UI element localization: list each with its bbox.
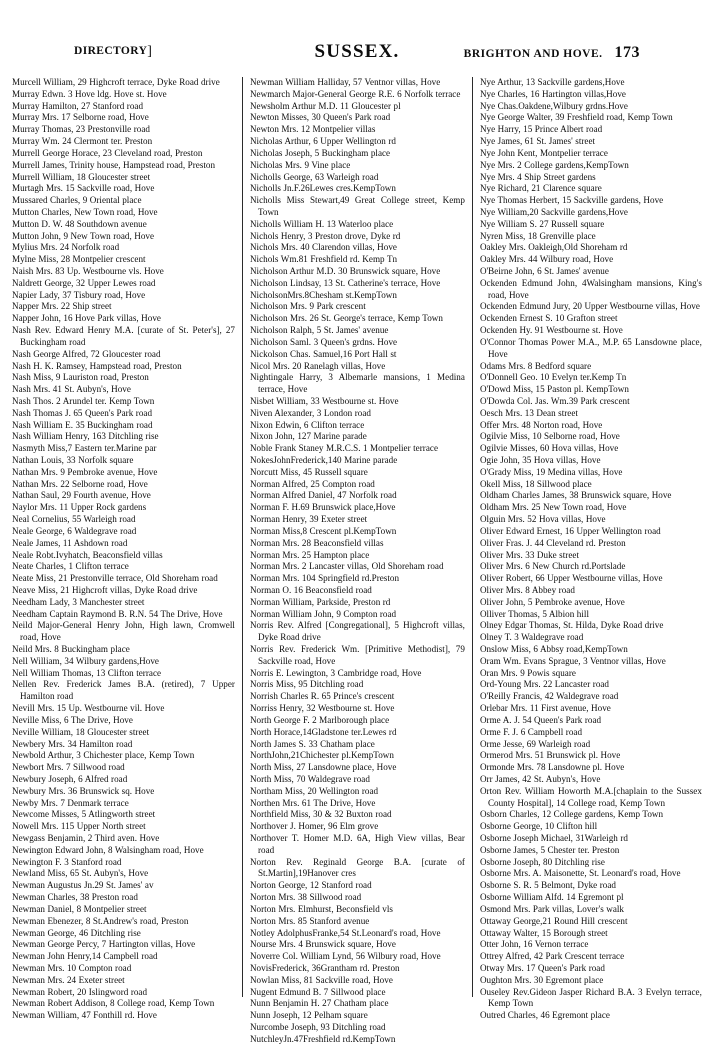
directory-entry: Odams Mrs. 8 Bedford square bbox=[479, 360, 592, 371]
directory-entry: Newcome Misses, 5 Atlingworth street bbox=[12, 809, 156, 820]
directory-entry: Norton George, 12 Stanford road bbox=[249, 880, 372, 891]
directory-entry: Oram Wm. Evans Sprague, 3 Ventnor villas, Hove bbox=[479, 655, 666, 666]
directory-entry: Nicholls Jn.F.26Lewes cres.KempTown bbox=[249, 183, 396, 194]
directory-entry: Nye Charles, 16 Hartington villas,Hove bbox=[479, 88, 626, 99]
directory-entry: Neal Cornelius, 55 Warleigh road bbox=[12, 514, 136, 525]
directory-entry: Nicholson Lindsay, 13 St. Catherine's terrace, Hove bbox=[249, 277, 441, 288]
directory-entry: Nixon John, 127 Marine parade bbox=[249, 431, 367, 442]
directory-entry: Nichols Mrs. 40 Clarendon villas, Hove bbox=[249, 242, 397, 253]
directory-entry: Norton Rev. Reginald George B.A. [curate of St.Martin],19Hanover cres bbox=[249, 856, 465, 879]
directory-entry: Nicholson Ralph, 5 St. James' avenue bbox=[249, 325, 389, 336]
directory-entry: Napper John, 16 Hove Park villas, Hove bbox=[12, 313, 161, 324]
directory-entry: Newington F. 3 Stanford road bbox=[12, 856, 122, 867]
directory-entry: Orme Jesse, 69 Warleigh road bbox=[479, 738, 591, 749]
directory-entry: Nicol Mrs. 20 Ranelagh villas, Hove bbox=[249, 360, 386, 371]
directory-entry: Newby Mrs. 7 Denmark terrace bbox=[12, 797, 129, 808]
directory-entry: Newman Ebenezer, 8 St.Andrew's road, Preston bbox=[12, 915, 189, 926]
running-head-title: SUSSEX. bbox=[314, 41, 400, 62]
directory-entry: Naish Mrs. 83 Up. Westbourne vls. Hove bbox=[12, 266, 164, 276]
directory-entry: Napper Mrs. 22 Ship street bbox=[12, 301, 112, 312]
running-head-bracket: ] bbox=[147, 44, 153, 59]
directory-entry: Oliver Mrs. 6 New Church rd.Portslade bbox=[479, 561, 626, 572]
directory-entry: Olliver Thomas, 5 Albion hill bbox=[479, 608, 590, 619]
directory-entry: Newman George, 46 Ditchling rise bbox=[12, 927, 141, 938]
running-head-right-label: BRIGHTON AND HOVE. bbox=[463, 48, 603, 60]
directory-entry: Nowell Mrs. 115 Upper North street bbox=[12, 821, 146, 832]
directory-entry: Nicholas Joseph, 5 Buckingham place bbox=[249, 147, 391, 158]
directory-entry: Norriss Henry, 32 Westbourne st. Hove bbox=[249, 703, 395, 714]
directory-entry: Osborne William Alfd. 14 Egremont pl bbox=[479, 892, 624, 903]
directory-entry: Nell William, 34 Wilbury gardens,Hove bbox=[12, 655, 159, 666]
directory-entry: Norton Mrs. 85 Stanford avenue bbox=[249, 915, 370, 926]
directory-entry: Nixon Edwin, 6 Clifton terrace bbox=[249, 419, 365, 430]
directory-entry: Nyren Miss, 18 Grenville place bbox=[479, 230, 596, 241]
directory-entry: Murray Mrs. 17 Selborne road, Hove bbox=[12, 112, 149, 123]
directory-entry: Newman William Halliday, 57 Ventnor villas, Hove bbox=[249, 77, 441, 87]
directory-entry: Nathan Mrs. 9 Pembroke avenue, Hove bbox=[12, 466, 158, 477]
directory-entry: Newman Mrs. 24 Exeter street bbox=[12, 974, 125, 985]
directory-entry: Nye Chas.Oakdene,Wilbury grdns.Hove bbox=[479, 100, 628, 111]
directory-entry: Offer Mrs. 48 Norton road, Hove bbox=[479, 419, 603, 430]
directory-entry: Nunn Benjamin H. 27 Chatham place bbox=[249, 998, 389, 1009]
directory-entry: North Miss, 70 Waldegrave road bbox=[249, 773, 370, 784]
directory-entry: Nash H. K. Ramsey, Hampstead road, Preston bbox=[12, 360, 182, 371]
directory-entry: Norman William, Parkside, Preston rd bbox=[249, 596, 391, 607]
directory-entry: Newman Charles, 38 Preston road bbox=[12, 892, 138, 903]
directory-entry: Neild Major-General Henry John, High lawn, Cromwell road, Hove bbox=[12, 620, 235, 643]
directory-entry: Newman Mrs. 10 Compton road bbox=[12, 962, 132, 973]
directory-entry: Norris Miss, 95 Ditchling road bbox=[249, 679, 364, 690]
directory-entry: Olguin Mrs. 52 Hova villas, Hove bbox=[479, 514, 606, 525]
directory-entry: Noble Frank Staney M.R.C.S. 1 Montpelier terrace bbox=[249, 443, 439, 454]
directory-entry: O'Connor Thomas Power M.A., M.P. 65 Lansdowne place, Hove bbox=[479, 336, 702, 359]
directory-entry: Noverre Col. William Lynd, 56 Wilbury road, Hove bbox=[249, 951, 441, 962]
directory-entry: Nicholas Mrs. 9 Vine place bbox=[249, 159, 351, 170]
directory-entry: Nye Mrs. 2 College gardens,KempTown bbox=[479, 159, 629, 170]
directory-entry: Newman William, 47 Fonthill rd. Hove bbox=[12, 1010, 157, 1021]
directory-entry: Oliver Edward Ernest, 16 Upper Wellington road bbox=[479, 525, 661, 536]
directory-entry: Norton Mrs. 38 Sillwood road bbox=[249, 892, 362, 903]
directory-entry: Murray Wm. 24 Clermont ter. Preston bbox=[12, 136, 153, 147]
directory-entry: Northfield Miss, 30 & 32 Buxton road bbox=[249, 809, 392, 820]
directory-entry: Mutton John, 9 New Town road, Hove bbox=[12, 230, 155, 241]
directory-entry: Oakley Mrs. 44 Wilbury road, Hove bbox=[479, 254, 614, 265]
directory-entry: Nathan Saul, 29 Fourth avenue, Hove bbox=[12, 490, 151, 501]
directory-entry: Murrell James, Trinity house, Hampstead road, Preston bbox=[12, 159, 216, 170]
directory-entry: Orlebar Mrs. 11 First avenue, Hove bbox=[479, 703, 611, 714]
directory-entry: Neate Charles, 1 Clifton terrace bbox=[12, 561, 129, 572]
directory-entry: Nye William S. 27 Russell square bbox=[479, 218, 605, 229]
directory-entry: Outred Charles, 46 Egremont place bbox=[479, 1010, 610, 1021]
directory-entry: Mutton D. W. 48 Southdown avenue bbox=[12, 218, 147, 229]
directory-entry: Orme F. J. 6 Campbell road bbox=[479, 726, 583, 737]
directory-entry: Nightingale Harry, 3 Albemarle mansions, 1 Medina terrace, Hove bbox=[249, 372, 465, 395]
directory-entry: Nowlan Miss, 81 Sackville road, Hove bbox=[249, 974, 393, 985]
directory-entry: Norman Mrs. 28 Beaconsfield villas bbox=[249, 537, 384, 548]
directory-entry: Osborne James, 5 Chester ter. Preston bbox=[479, 844, 620, 855]
directory-entry: Northam Miss, 20 Wellington road bbox=[249, 785, 379, 796]
directory-entry: Neville William, 18 Gloucester street bbox=[12, 726, 150, 737]
directory-entry: Norman Henry, 39 Exeter street bbox=[249, 514, 368, 525]
directory-entry: Nellen Rev. Frederick James B.A. (retired), 7 Upper Hamilton road bbox=[12, 679, 235, 702]
directory-entry: Murray Edwn. 3 Hove ldg. Hove st. Hove bbox=[12, 88, 167, 99]
directory-entry: Nye Arthur, 13 Sackville gardens,Hove bbox=[479, 77, 625, 87]
directory-entry: Osborne S. R. 5 Belmont, Dyke road bbox=[479, 880, 616, 891]
page-number: 173 bbox=[614, 44, 640, 61]
directory-entry: O'Grady Miss, 19 Medina villas, Hove bbox=[479, 466, 623, 477]
directory-entry: Norton Mrs. Elmhurst, Beconsfield vls bbox=[249, 903, 393, 914]
directory-entry: Mussared Charles, 9 Oriental place bbox=[12, 195, 142, 206]
directory-entry: Norcutt Miss, 45 Russell square bbox=[249, 466, 368, 477]
directory-entry: Neave Miss, 21 Highcroft villas, Dyke Road drive bbox=[12, 584, 198, 595]
directory-entry: Needham Lady, 3 Manchester street bbox=[12, 596, 145, 607]
directory-entry: Oran Mrs. 9 Powis square bbox=[479, 667, 576, 678]
directory-entry: Ormonde Mrs. 78 Lansdowne pl. Hove bbox=[479, 762, 625, 773]
directory-entry: Nisbet William, 33 Westbourne st. Hove bbox=[249, 395, 399, 406]
directory-entry: Newbury Mrs. 36 Brunswick sq. Hove bbox=[12, 785, 155, 796]
directory-entry: Nicholson Mrs. 26 St. George's terrace, Kemp Town bbox=[249, 313, 443, 324]
directory-entry: O'Reilly Francis, 42 Waldegrave road bbox=[479, 691, 619, 702]
directory-entry: Oesch Mrs. 13 Dean street bbox=[479, 407, 578, 418]
directory-column-1 bbox=[12, 77, 242, 1021]
directory-entry: Ockenden Ernest S. 10 Grafton street bbox=[479, 313, 618, 324]
directory-entry: Nichols Wm.81 Freshfield rd. Kemp Tn bbox=[249, 254, 398, 265]
running-head bbox=[74, 41, 640, 66]
directory-entry: Orme A. J. 54 Queen's Park road bbox=[479, 714, 602, 725]
directory-entry: Ogilvie Misses, 60 Hova villas, Hove bbox=[479, 443, 619, 454]
directory-entry: Norman William John, 9 Compton road bbox=[249, 608, 397, 619]
directory-entry: Newmarch Major-General George R.E. 6 Norfolk terrace bbox=[249, 88, 461, 99]
directory-entry: Newbort Mrs. 7 Sillwood road bbox=[12, 762, 125, 773]
directory-entry: Newman Robert, 20 Islingword road bbox=[12, 986, 148, 997]
directory-entry: Mylius Mrs. 24 Norfolk road bbox=[12, 242, 120, 253]
directory-entry: Norman Mrs. 104 Springfield rd.Preston bbox=[249, 573, 400, 584]
directory-entry: North James S. 33 Chatham place bbox=[249, 738, 375, 749]
directory-entry: NorthJohn,21Chichester pl.KempTown bbox=[249, 750, 394, 761]
directory-entry: Ockenden Hy. 91 Westbourne st. Hove bbox=[479, 325, 623, 336]
directory-entry: Nye Mrs. 4 Ship Street gardens bbox=[479, 171, 596, 182]
directory-entry: O'Dowda Col. Jas. Wm.39 Park crescent bbox=[479, 395, 630, 406]
directory-entry: Norman Mrs. 2 Lancaster villas, Old Shoreham road bbox=[249, 561, 444, 572]
directory-entry: Murrell William, 18 Gloucester street bbox=[12, 171, 151, 182]
directory-entry: Notley AdolphusFranke,54 St.Leonard's road, Hove bbox=[249, 927, 441, 938]
directory-entry: Nickolson Chas. Samuel,16 Port Hall st bbox=[249, 348, 397, 359]
directory-entry: Newman John Henry,14 Campbell road bbox=[12, 951, 158, 962]
directory-entry: North Horace,14Gladstone ter.Lewes rd bbox=[249, 726, 397, 737]
directory-entry: Murtagh Mrs. 15 Sackville road, Hove bbox=[12, 183, 155, 194]
directory-entry: Norman F. H.69 Brunswick place,Hove bbox=[249, 502, 396, 513]
directory-entry: Newland Miss, 65 St. Aubyn's, Hove bbox=[12, 868, 149, 879]
directory-entry: Newman Daniel, 8 Montpelier street bbox=[12, 903, 147, 914]
directory-entry: Nash Thos. 2 Arundel ter. Kemp Town bbox=[12, 395, 155, 406]
directory-entry: Oldham Charles James, 38 Brunswick square, Hove bbox=[479, 490, 672, 501]
directory-entry: Neale Robt.Ivyhatch, Beaconsfield villas bbox=[12, 549, 163, 560]
directory-entry: Ockenden Edmund John, 4Walsingham mansions, King's road, Hove bbox=[479, 277, 702, 300]
directory-entry: Nicholson Saml. 3 Queen's grdns. Hove bbox=[249, 336, 398, 347]
directory-entry: Nathan Mrs. 22 Selborne road, Hove bbox=[12, 478, 148, 489]
directory-entry: Osborne Joseph Michael, 31Warleigh rd bbox=[479, 833, 628, 843]
directory-entry: Nye James, 61 St. James' street bbox=[479, 136, 596, 147]
directory-entry: Nye Thomas Herbert, 15 Sackville gardens, Hove bbox=[479, 195, 664, 206]
directory-entry: NicholsonMrs.8Chesham st.KempTown bbox=[249, 289, 397, 300]
directory-entry: Mylne Miss, 28 Montpelier crescent bbox=[12, 254, 146, 265]
directory-entry: Nicholls Miss Stewart,49 Great College street, Kemp Town bbox=[249, 195, 465, 217]
directory-entry: Newman George Percy, 7 Hartington villas, Hove bbox=[12, 939, 196, 950]
directory-entry: Ormerod Mrs. 51 Brunswick pl. Hove bbox=[479, 750, 621, 761]
directory-entry: Newton Mrs. 12 Montpelier villas bbox=[249, 124, 376, 135]
directory-entry: Newbery Mrs. 34 Hamilton road bbox=[12, 738, 133, 749]
directory-entry: Oliver Fras. J. 44 Cleveland rd. Preston bbox=[479, 537, 626, 548]
directory-entry: North Miss, 27 Lansdowne place, Hove bbox=[249, 762, 397, 773]
entry-list-1 bbox=[12, 77, 235, 1022]
directory-entry: Osmond Mrs. Park villas, Lover's walk bbox=[479, 903, 625, 914]
directory-entry: Nye Richard, 21 Clarence square bbox=[479, 183, 602, 194]
directory-entry: Ockenden Edmund Jury, 20 Upper Westbourne villas, Hove bbox=[479, 301, 700, 312]
directory-entry: Needham Captain Raymond B. R.N. 54 The Drive, Hove bbox=[12, 608, 223, 619]
directory-entry: Oughton Mrs. 30 Egremont place bbox=[479, 974, 604, 985]
directory-entry: Norrish Charles R. 65 Prince's crescent bbox=[249, 691, 395, 702]
directory-entry: Norris Rev. Frederick Wm. [Primitive Methodist], 79 Sackville road, Hove bbox=[249, 644, 465, 666]
directory-entry: Nicholson Mrs. 9 Park crescent bbox=[249, 301, 366, 312]
directory-entry: Neild Mrs. 8 Buckingham place bbox=[12, 644, 130, 654]
directory-entry: Ord-Young Mrs. 22 Lancaster road bbox=[479, 679, 610, 690]
directory-entry: Norman O. 16 Beaconsfield road bbox=[249, 584, 372, 595]
directory-entry: Oakley Mrs. Oakleigh,Old Shoreham rd bbox=[479, 242, 628, 253]
directory-entry: Nathan Louis, 33 Norfolk square bbox=[12, 455, 134, 465]
directory-entry: Nugent Edmund B. 7 Sillwood place bbox=[249, 986, 386, 997]
directory-entry: NutchleyJn.47Freshfield rd.KempTown bbox=[249, 1033, 396, 1044]
directory-entry: Murray Thomas, 23 Prestonville road bbox=[12, 124, 150, 135]
directory-entry: Norman Alfred, 25 Compton road bbox=[249, 478, 375, 489]
directory-entry: Ouseley Rev.Gideon Jasper Richard B.A. 3 Evelyn terrace, Kemp Town bbox=[479, 986, 702, 1009]
directory-entry: Ogie John, 35 Hova villas, Hove bbox=[479, 455, 601, 465]
directory-entry: Nash George Alfred, 72 Gloucester road bbox=[12, 348, 161, 359]
directory-entry: Osborne Mrs. A. Maisonette, St. Leonard's road, Hove bbox=[479, 868, 681, 879]
directory-entry: Okell Miss, 18 Sillwood place bbox=[479, 478, 592, 489]
directory-entry: Newman Augustus Jn.29 St. James' av bbox=[12, 880, 154, 891]
directory-entry: Murcell William, 29 Highcroft terrace, Dyke Road drive bbox=[12, 77, 220, 87]
directory-entry: Newbury Joseph, 6 Alfred road bbox=[12, 773, 128, 784]
directory-columns bbox=[12, 77, 702, 1044]
directory-entry: Nichols Henry, 3 Preston drove, Dyke rd bbox=[249, 230, 401, 241]
directory-entry: Newgass Benjamin, 2 Third aven. Hove bbox=[12, 833, 160, 843]
directory-entry: Oliver Robert, 66 Upper Westbourne villas, Hove bbox=[479, 573, 663, 584]
directory-entry: Ogilvie Miss, 10 Selborne road, Hove bbox=[479, 431, 620, 442]
directory-entry: Napier Lady, 37 Tisbury road, Hove bbox=[12, 289, 146, 300]
directory-entry: Nye George Walter, 39 Freshfield road, Kemp Town bbox=[479, 112, 673, 123]
directory-entry: Neville Miss, 6 The Drive, Hove bbox=[12, 714, 133, 725]
directory-entry: Nourse Mrs. 4 Brunswick square, Hove bbox=[249, 939, 396, 950]
directory-entry: Olney T. 3 Waldegrave road bbox=[479, 632, 584, 643]
directory-entry: Olney Edgar Thomas, St. Hilda, Dyke Road drive bbox=[479, 620, 664, 631]
running-head-left bbox=[74, 44, 152, 60]
directory-entry: Nicholls William H. 13 Waterloo place bbox=[249, 218, 394, 229]
directory-entry: Northover T. Homer M.D. 6A, High View villas, Bear road bbox=[249, 833, 465, 855]
directory-column-2 bbox=[242, 77, 472, 1044]
directory-entry: NokesJohnFrederick,140 Marine parade bbox=[249, 455, 398, 465]
directory-entry: Murrell George Horace, 23 Cleveland road, Preston bbox=[12, 147, 203, 158]
directory-entry: Nurcombe Joseph, 93 Ditchling road bbox=[249, 1022, 386, 1032]
directory-entry: Nye Harry, 15 Prince Albert road bbox=[479, 124, 603, 135]
directory-entry: Oliver John, 5 Pembroke avenue, Hove bbox=[479, 596, 625, 607]
directory-entry: Norman Miss,8 Crescent pl.KempTown bbox=[249, 525, 397, 536]
directory-entry: O'Donnell Geo. 10 Evelyn ter.Kemp Tn bbox=[479, 372, 627, 383]
directory-entry: Newington Edward John, 8 Walsingham road, Hove bbox=[12, 844, 204, 855]
directory-entry: Nasmyth Miss,7 Eastern ter.Marine par bbox=[12, 443, 157, 454]
directory-entry: Nunn Joseph, 12 Pelham square bbox=[249, 1010, 368, 1021]
running-head-right bbox=[464, 44, 640, 62]
directory-entry: Northover J. Homer, 96 Elm grove bbox=[249, 821, 379, 832]
directory-entry: Nicholls George, 63 Warleigh road bbox=[249, 171, 379, 182]
directory-entry: Nicholson Arthur M.D. 30 Brunswick square, Hove bbox=[249, 266, 441, 276]
directory-entry: Nell William Thomas, 13 Clifton terrace bbox=[12, 667, 162, 678]
directory-entry: Onslow Miss, 6 Abbsy road,KempTown bbox=[479, 644, 628, 654]
directory-entry: Oliver Mrs. 8 Abbey road bbox=[479, 584, 575, 595]
directory-entry: Nash William Henry, 163 Ditchling rise bbox=[12, 431, 159, 442]
directory-entry: Murray Hamilton, 27 Stanford road bbox=[12, 100, 144, 111]
entry-list-2 bbox=[250, 77, 465, 1046]
directory-entry: Neale James, 11 Ashdown road bbox=[12, 537, 128, 548]
directory-entry: Nye John Kent, Montpelier terrace bbox=[479, 147, 608, 158]
directory-entry: Naldrett George, 32 Upper Lewes road bbox=[12, 277, 156, 288]
directory-entry: Niven Alexander, 3 London road bbox=[249, 407, 371, 418]
directory-entry: Newman Robert Addison, 8 College road, Kemp Town bbox=[12, 998, 215, 1009]
directory-entry: Nash Miss, 9 Lauriston road, Preston bbox=[12, 372, 149, 383]
directory-entry: Newton Misses, 30 Queen's Park road bbox=[249, 112, 391, 123]
directory-entry: NovisFrederick, 36Grantham rd. Preston bbox=[249, 962, 400, 973]
directory-entry: Osborne George, 10 Clifton hill bbox=[479, 821, 598, 832]
running-head-left-label: DIRECTORY bbox=[74, 45, 148, 57]
directory-entry: Nash William E. 35 Buckingham road bbox=[12, 419, 153, 430]
directory-entry: Nash Mrs. 41 St. Aubyn's, Hove bbox=[12, 384, 131, 395]
directory-entry: Otway Mrs. 17 Queen's Park road bbox=[479, 962, 605, 973]
directory-entry: Nye William,20 Sackville gardens,Hove bbox=[479, 206, 628, 217]
directory-entry: North George F. 2 Marlborough place bbox=[249, 714, 390, 725]
directory-entry: Ottrey Alfred, 42 Park Crescent terrace bbox=[479, 951, 625, 962]
directory-entry: Otter John, 16 Vernon terrace bbox=[479, 939, 589, 950]
directory-entry: Nash Thomas J. 65 Queen's Park road bbox=[12, 407, 153, 418]
entry-list-3 bbox=[480, 77, 702, 1022]
directory-entry: O'Beirne John, 6 St. James' avenue bbox=[479, 266, 609, 276]
directory-entry: Neate Miss, 21 Prestonville terrace, Old Shoreham road bbox=[12, 573, 218, 584]
directory-entry: Norman Mrs. 25 Hampton place bbox=[249, 549, 370, 560]
directory-column-3 bbox=[472, 77, 702, 1021]
directory-entry: Norris Rev. Alfred [Congregational], 5 Highcroft villas, Dyke Road drive bbox=[249, 620, 465, 643]
directory-entry: Orr James, 42 St. Aubyn's, Hove bbox=[479, 773, 601, 784]
directory-entry: Naylor Mrs. 11 Upper Rock gardens bbox=[12, 502, 147, 513]
directory-entry: Orton Rev. William Howorth M.A.[chaplain to the Sussex County Hospital], 14 College road, Kemp Town bbox=[479, 785, 702, 808]
directory-entry: Ottaway George,21 Round Hill crescent bbox=[479, 915, 628, 926]
directory-entry: Ottaway Walter, 15 Borough street bbox=[479, 927, 608, 938]
directory-entry: Osborn Charles, 12 College gardens, Kemp Town bbox=[479, 809, 664, 820]
directory-entry: Nash Rev. Edward Henry M.A. [curate of St. Peter's], 27 Buckingham road bbox=[12, 325, 235, 347]
directory-entry: Oliver Mrs. 33 Duke street bbox=[479, 549, 579, 560]
directory-entry: Northen Mrs. 61 The Drive, Hove bbox=[249, 797, 376, 808]
directory-entry: Nevill Mrs. 15 Up. Westbourne vil. Hove bbox=[12, 703, 165, 714]
directory-entry: Norman Alfred Daniel, 47 Norfolk road bbox=[249, 490, 397, 501]
directory-entry: Newsholm Arthur M.D. 11 Gloucester pl bbox=[249, 100, 401, 111]
directory-entry: Osborne Joseph, 80 Ditchling rise bbox=[479, 856, 605, 867]
directory-entry: Neale George, 6 Waldegrave road bbox=[12, 525, 137, 536]
directory-entry: Nicholas Arthur, 6 Upper Wellington rd bbox=[249, 136, 396, 147]
directory-entry: O'Dowd Miss, 15 Paston pl. KempTown bbox=[479, 384, 629, 395]
directory-entry: Oldham Mrs. 25 New Town road, Hove bbox=[479, 502, 627, 513]
directory-entry: Norris E. Lewington, 3 Cambridge road, Hove bbox=[249, 667, 422, 678]
directory-entry: Newbold Arthur, 3 Chichester place, Kemp Town bbox=[12, 750, 195, 761]
directory-entry: Mutton Charles, New Town road, Hove bbox=[12, 206, 158, 217]
